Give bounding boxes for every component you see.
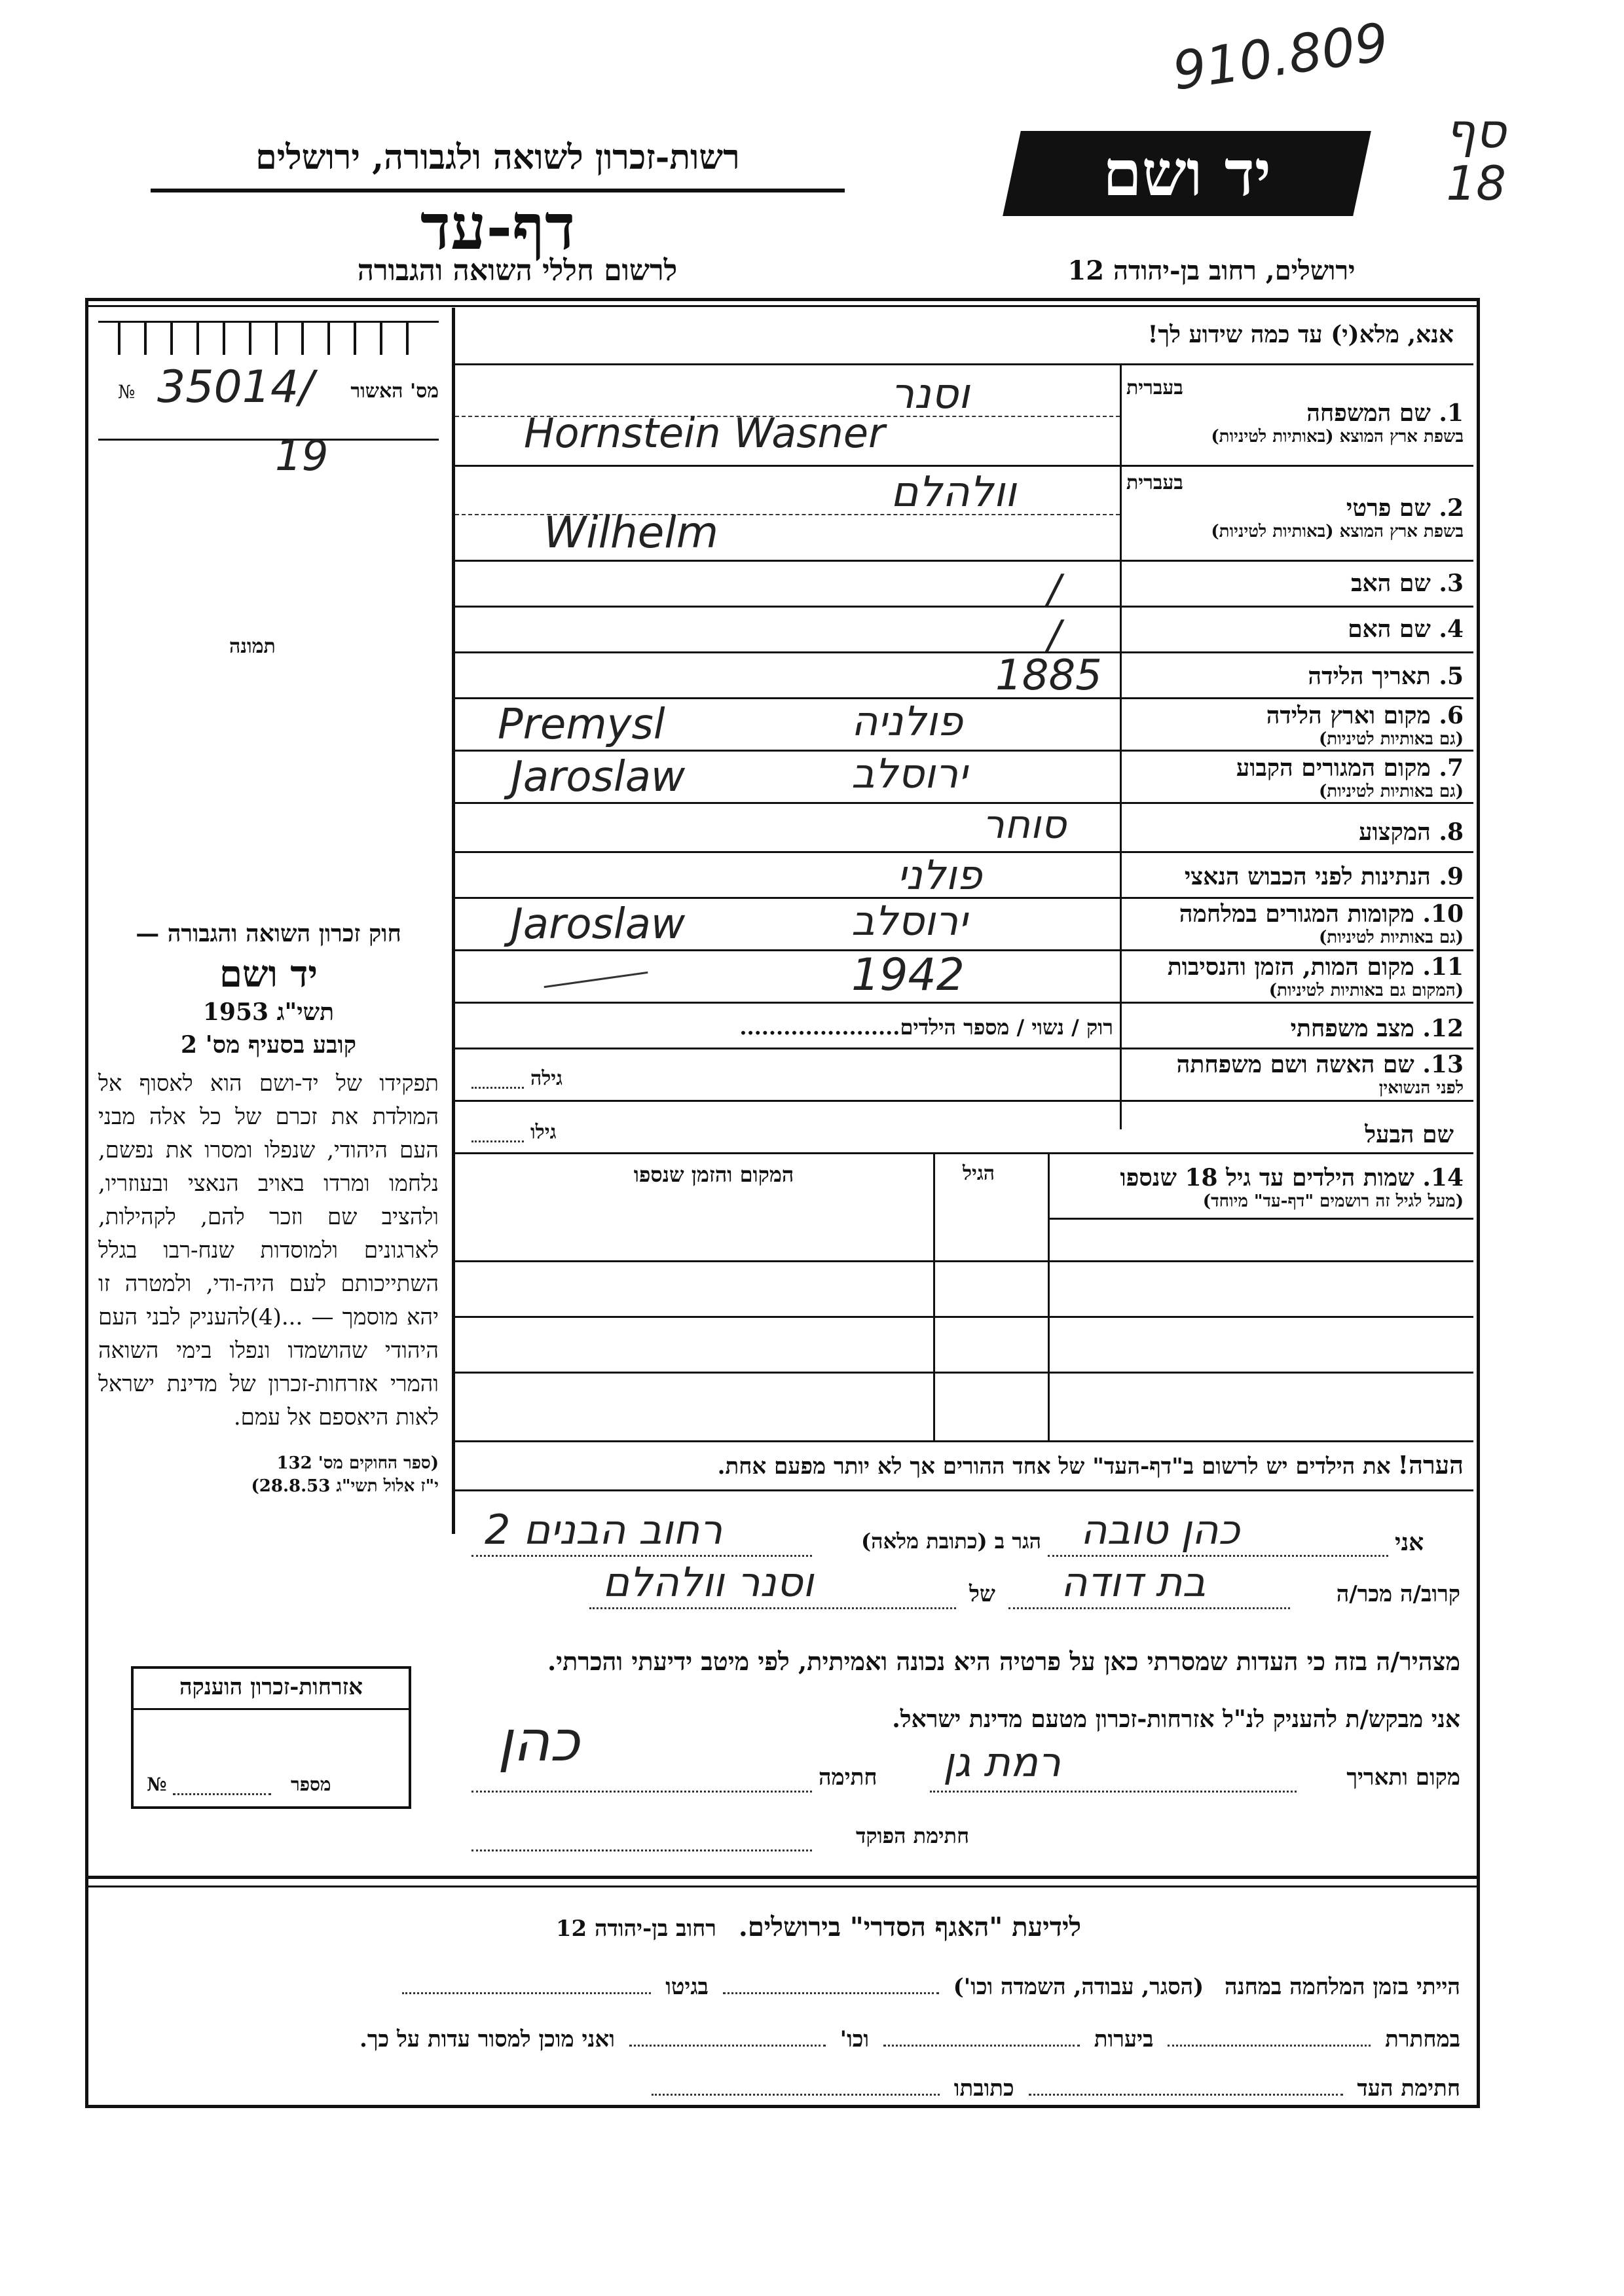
yad-vashem-logo [1003, 131, 1371, 216]
first-name-latin: Wilhelm [544, 507, 718, 558]
mother-name-value: / [1048, 612, 1061, 658]
death-year-value: 1942 [851, 949, 965, 1001]
citizenship-no-sign: № [147, 1774, 167, 1795]
etc-label: וכו' [840, 2026, 870, 2052]
declaration-text: מצהיר/ה בזה כי העדות שמסרתי כאן על פרטיה היא נכונה ואמיתית, לפי מיטב ידיעתי והכרתי. [547, 1647, 1460, 1676]
approval-label: מס' האשור [350, 380, 439, 403]
approval-number: 35014/ [157, 361, 314, 413]
law-clause: קובע בסעיף מס' 2 [181, 1031, 356, 1059]
law-name: יד ושם [219, 953, 318, 996]
lives-at-label: הגר ב (כתובת מלאה) [861, 1529, 1041, 1554]
nationality-value: פולני [897, 851, 982, 899]
archive-note: 910.809 [1169, 11, 1392, 102]
declarant-address: רחוב הבנים 2 [485, 1506, 723, 1554]
surname-latin: Hornstein Wasner [524, 409, 885, 457]
wife-age-label: גילה [530, 1067, 563, 1090]
law-source-2: י"ז אלול תשי"ג 28.8.53) [251, 1476, 439, 1496]
hebrew-tag: בעברית [1126, 471, 1183, 494]
request-text: אני מבקש/ת להעניק לנ"ל אזרחות-זכרון מטעם מדינת ישראל. [892, 1705, 1460, 1733]
field-label: 2. שם פרטי [1346, 494, 1464, 522]
forests-label: ביערות [1094, 2026, 1154, 2052]
children-age-header: הגיל [963, 1162, 995, 1185]
field-sublabel: (מעל לגיל זה רושמים "דף-עד" מיוחד) [1202, 1192, 1464, 1211]
signature-label: חתימה [819, 1764, 877, 1791]
camp-types: (הסגר, עבודה, השמדה וכו') [953, 1974, 1204, 2000]
field-label: 1. שם המשפחה [1306, 399, 1464, 427]
law-year: תשי"ג 1953 [202, 998, 335, 1026]
approval-box [98, 321, 439, 439]
signature-value: כהן [498, 1709, 580, 1774]
field-marital-status: 12. מצב משפחתי [1290, 1015, 1464, 1042]
place-date-label: מקום ותאריך [1346, 1764, 1460, 1791]
law-source-1: (ספר החוקים מס' 132 [276, 1453, 439, 1473]
husband-age-label: גילו [530, 1121, 557, 1144]
place-date-value: רמת גן [943, 1738, 1061, 1786]
field-nationality: 9. הנתינות לפני הכבוש הנאצי [1184, 863, 1464, 890]
field-birth-date: 5. תאריך הלידה [1308, 663, 1464, 690]
please-fill: אנא, מלא(י) עד כמה שידוע לך! [1147, 321, 1454, 348]
hebrew-tag: בעברית [1126, 376, 1183, 399]
approval-sub: 19 [275, 432, 329, 481]
field-sublabel: (גם באותיות לטיניות) [1318, 782, 1464, 801]
field-wife-name [1126, 1051, 1464, 1098]
note-label: הערה! [1397, 1450, 1464, 1480]
notice-line-1 [131, 1974, 1460, 2000]
field-mother-name: 4. שם האם [1348, 615, 1464, 643]
photo-label: תמונה [229, 635, 276, 658]
citizenship-box [131, 1666, 411, 1809]
note-row [471, 1450, 1464, 1480]
citizenship-title: אזרחות-זכרון הוענקה [179, 1674, 363, 1700]
officer-signature-label: חתימת הפוקד [856, 1823, 969, 1848]
authority-line: רשות-זכרון לשואה ולגבורה, ירושלים [255, 137, 740, 177]
field-label: 6. מקום וארץ הלידה [1266, 702, 1464, 729]
wartime-residence-hebrew: ירוסלב [851, 897, 968, 945]
field-sublabel: לפני הנשואין [1378, 1078, 1464, 1098]
marital-status-options: רוק / נשוי / מספר הילדים...................... [739, 1015, 1113, 1040]
notice-line-2 [111, 2026, 1460, 2052]
first-name-hebrew: וולהלם [891, 468, 1016, 517]
notice-line-3 [458, 2075, 1460, 2102]
address: ירושלים, רחוב בן-יהודה 12 [1067, 255, 1356, 286]
notice-address: רחוב בן-יהודה 12 [555, 1916, 716, 1942]
field-sublabel: (גם באותיות לטיניות) [1318, 729, 1464, 749]
residence-latin: Jaroslaw [511, 753, 686, 801]
field-death-place [1126, 953, 1464, 1000]
relative-label: קרוב/ה מכר/ה [1336, 1581, 1460, 1607]
residence-hebrew: ירוסלב [851, 750, 968, 797]
page-subtitle: לרשום חללי השואה והגבורה [357, 254, 678, 287]
ani-label: אני [1395, 1529, 1424, 1556]
notice-title [458, 1912, 1179, 1942]
field-wartime-residence [1126, 900, 1464, 947]
camp-label: הייתי בזמן המלחמה במחנה [1225, 1974, 1460, 2000]
father-name-value: / [1048, 566, 1061, 612]
witness-signature-label: חתימת העד [1357, 2075, 1460, 2102]
citizenship-number-label: מספר [291, 1774, 331, 1795]
page-title: דף-עד [420, 190, 576, 264]
field-father-name: 3. שם האב [1351, 570, 1464, 597]
field-surname [1126, 376, 1464, 446]
field-birth-place [1126, 702, 1464, 749]
witness-address-label: כתובתו [953, 2075, 1014, 2102]
field-residence [1126, 754, 1464, 801]
logo-text: יד ושם [1102, 136, 1272, 210]
field-sublabel: (גם באותיות לטיניות) [1318, 928, 1464, 947]
field-label: 14. שמות הילדים עד גיל 18 שנספו [1120, 1164, 1464, 1192]
shel-label: של [969, 1581, 995, 1607]
children-place-header: המקום והזמן שנספו [633, 1162, 794, 1187]
field-sublabel: (המקום גם באותיות לטיניות) [1268, 981, 1464, 1000]
birth-place-hebrew: פולניה [851, 697, 963, 745]
profession-value: סוחר [982, 802, 1067, 848]
birth-date-value: 1885 [995, 651, 1102, 700]
law-title: חוק זכרון השואה והגבורה — [136, 920, 401, 947]
declarant-name: כהן טובה [1080, 1506, 1240, 1554]
wartime-residence-latin: Jaroslaw [511, 900, 686, 949]
field-first-name [1126, 471, 1464, 541]
field-label: 10. מקומות המגורים במלחמה [1179, 900, 1464, 928]
relation-value: בת דודה [1061, 1558, 1206, 1606]
approval-no-sign: № [118, 381, 136, 403]
children-header [1061, 1164, 1464, 1211]
field-sublabel: בשפת ארץ המוצא (באותיות לטיניות) [1211, 427, 1464, 446]
note-text: את הילדים יש לרשום ב"דף-העד" של אחד ההורים אך לא יותר מפעם אחת. [717, 1453, 1391, 1480]
field-husband-name: שם הבעל [1365, 1121, 1454, 1148]
underground-label: במחתרת [1385, 2026, 1460, 2052]
field-sublabel: בשפת ארץ המוצא (באותיות לטיניות) [1211, 522, 1464, 541]
field-profession: 8. המקצוע [1359, 818, 1464, 846]
field-label: 13. שם האשה ושם משפחתה [1176, 1051, 1464, 1078]
corner-note: סף 18 [1445, 103, 1506, 211]
notice-title-text: לידיעת "האגף הסדרי" בירושלים. [738, 1912, 1082, 1942]
ghetto-label: בגיטו [665, 1974, 709, 2000]
field-label: 11. מקום המות, הזמן והנסיבות [1167, 953, 1464, 981]
field-label: 7. מקום המגורים הקבוע [1236, 754, 1464, 782]
relative-of-value: וסנר וולהלם [602, 1558, 814, 1606]
law-text: תפקידו של יד-ושם הוא לאסוף אל המולדת את זכרם של כל אלה מבני העם היהודי, שנפלו ומסרו את נפשם, נלחמו ומרדו באויב הנאצי ובעוזריו, ולהציב שם וזכר להם, לקהילות, לארגונים ולמוסדות שנח-רבו בגלל השתייכותם לעם היה-ודי, ולמטרה זו יהא מוסמך — ...(4)להעניק לבני העם היהודי שהושמדו ונפלו בימי השואה והמרי אזרחות-זכרון של מדינת ישראל לאות היאספם אל עמם. [98, 1070, 439, 1430]
surname-hebrew: וסנר [891, 370, 970, 418]
ready-to-testify: ואני מוכן למסור עדות על כך. [360, 2026, 615, 2052]
birth-place-latin: Premysl [498, 701, 665, 749]
